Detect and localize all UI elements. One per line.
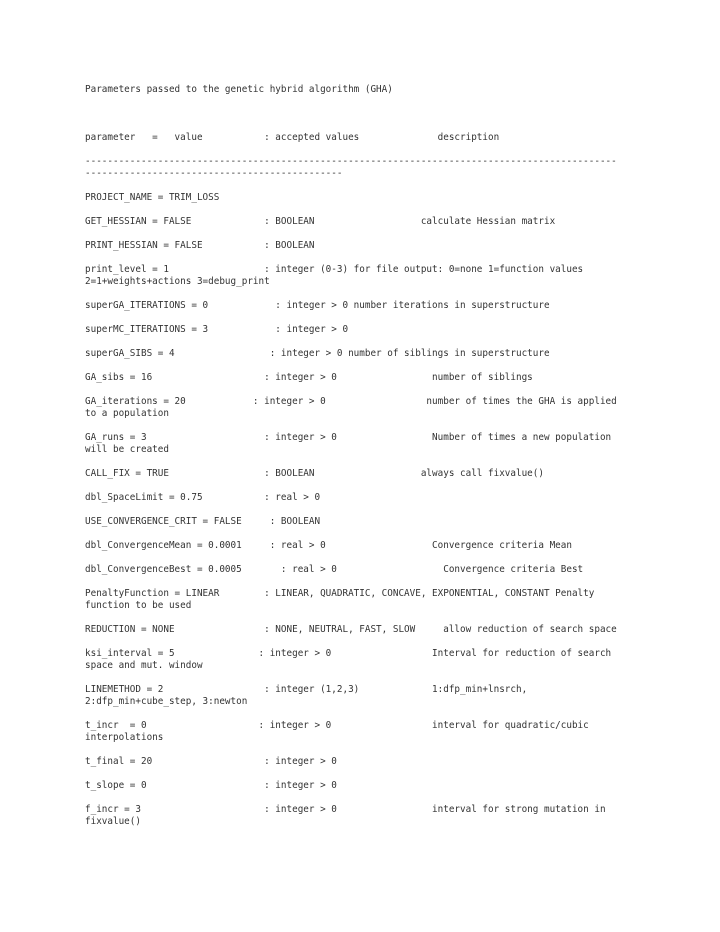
parameter-row: superMC_ITERATIONS = 3 : integer > 0 [85,324,349,335]
parameter-row: CALL_FIX = TRUE : BOOLEAN always call fixvalue() [85,468,544,479]
parameter-row: GA_iterations = 20 : integer > 0 number of times the GHA is applied to a population [85,396,617,419]
parameter-row: PenaltyFunction = LINEAR : LINEAR, QUADRATIC, CONCAVE, EXPONENTIAL, CONSTANT Penalty function to be used [85,588,595,611]
parameter-row: print_level = 1 : integer (0-3) for file output: 0=none 1=function values 2=1+weights+actions 3=debug_print [85,264,584,287]
table-header: parameter = value : accepted values description [85,132,500,143]
separator-line-continued: ---------------------------------------------- [85,168,343,179]
parameter-row: ksi_interval = 5 : integer > 0 Interval for reduction of search space and mut. window [85,648,612,671]
parameter-row: LINEMETHOD = 2 : integer (1,2,3) 1:dfp_min+lnsrch, 2:dfp_min+cube_step, 3:newton [85,684,528,707]
parameter-row: t_incr = 0 : integer > 0 interval for quadratic/cubic interpolations [85,720,589,743]
parameter-row: dbl_SpaceLimit = 0.75 : real > 0 [85,492,321,503]
parameter-row: REDUCTION = NONE : NONE, NEUTRAL, FAST, SLOW allow reduction of search space [85,624,617,635]
parameter-row: dbl_ConvergenceMean = 0.0001 : real > 0 Convergence criteria Mean [85,540,572,551]
parameter-list [85,192,645,828]
parameter-row: t_final = 20 : integer > 0 [85,756,337,767]
parameter-row: dbl_ConvergenceBest = 0.0005 : real > 0 Convergence criteria Best [85,564,584,575]
parameter-row: PRINT_HESSIAN = FALSE : BOOLEAN [85,240,315,251]
parameter-row: GA_sibs = 16 : integer > 0 number of siblings [85,372,533,383]
document-page [85,84,645,840]
separator-line: ----------------------------------------------------------------------------------------------- [85,156,617,167]
parameter-row: superGA_SIBS = 4 : integer > 0 number of siblings in superstructure [85,348,550,359]
parameter-row: USE_CONVERGENCE_CRIT = FALSE : BOOLEAN [85,516,321,527]
parameter-row: f_incr = 3 : integer > 0 interval for strong mutation in fixvalue() [85,804,606,827]
parameter-row: GET_HESSIAN = FALSE : BOOLEAN calculate Hessian matrix [85,216,556,227]
parameter-row: superGA_ITERATIONS = 0 : integer > 0 number iterations in superstructure [85,300,550,311]
parameter-row: PROJECT_NAME = TRIM_LOSS [85,192,220,203]
document-title: Parameters passed to the genetic hybrid algorithm (GHA) [85,84,393,95]
parameter-row: t_slope = 0 : integer > 0 [85,780,337,791]
parameter-row: GA_runs = 3 : integer > 0 Number of times a new population will be created [85,432,612,455]
